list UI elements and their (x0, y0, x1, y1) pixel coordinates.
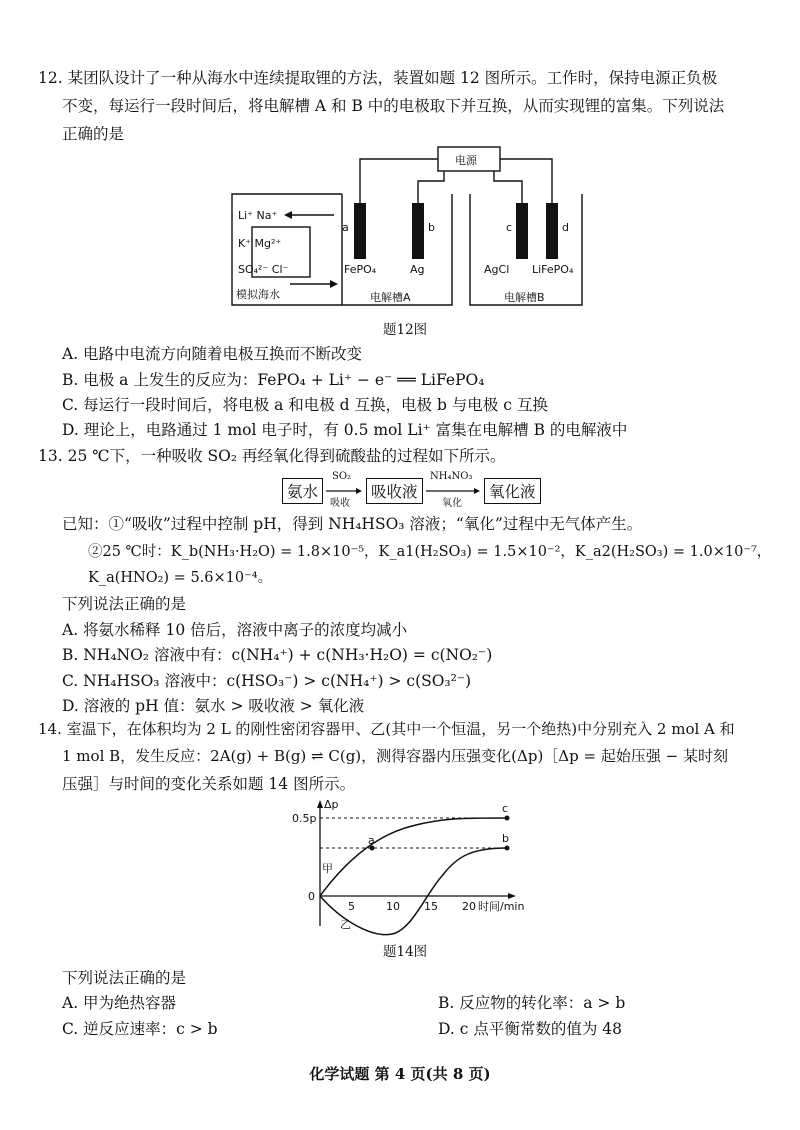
q13-ask: 下列说法正确的是 (62, 595, 187, 613)
material-d: LiFePO₄ (532, 263, 574, 276)
x-tick-10: 10 (386, 900, 400, 913)
q13-known3: K_a(HNO₂) = 5.6×10⁻⁴。 (88, 570, 273, 586)
q14-option-c: C. 逆反应速率：c > b (62, 1020, 218, 1038)
material-b: Ag (410, 263, 425, 276)
q13-option-a: A. 将氨水稀释 10 倍后，溶液中离子的浓度均减小 (62, 621, 408, 639)
origin-label: 0 (308, 890, 315, 903)
electrode-a-label: a (342, 221, 349, 234)
flow-box-oxidized: 氧化液 (484, 478, 541, 504)
q13-option-d: D. 溶液的 pH 值：氨水 > 吸收液 > 氧化液 (62, 697, 365, 715)
q13-option-b: B. NH₄NO₂ 溶液中有：c(NH₄⁺) + c(NH₃·H₂O) = c(NO₂⁻) (62, 646, 493, 664)
q12-option-b: B. 电极 a 上发生的反应为：FePO₄ + Li⁺ − e⁻ ══ LiFePO₄ (62, 371, 485, 389)
flow-box-ammonia: 氨水 (282, 478, 323, 504)
figure12-caption: 题12图 (383, 322, 428, 338)
cell-b-label: 电解槽B (504, 291, 545, 304)
q14-option-d: D. c 点平衡常数的值为 48 (438, 1020, 622, 1038)
x-axis-label: 时间/min (478, 900, 525, 913)
electrolysis-diagram (230, 145, 600, 310)
q12-option-c: C. 每运行一段时间后，将电极 a 和电极 d 互换，电极 b 与电极 c 互换 (62, 396, 548, 414)
ions-row2: K⁺ Mg²⁺ (238, 237, 282, 250)
point-c (505, 816, 510, 821)
curve-yi-label: 乙 (340, 918, 351, 931)
point-b-label: b (502, 832, 509, 845)
electrode-a (354, 203, 366, 259)
q14-stem-line3: 压强］与时间的变化关系如题 14 图所示。 (62, 775, 356, 793)
x-tick-5: 5 (348, 900, 355, 913)
q12-stem-line2: 不变，每运行一段时间后，将电解槽 A 和 B 中的电极取下并互换，从而实现锂的富集。下列说法 (62, 97, 725, 115)
material-c: AgCl (484, 263, 510, 276)
q13-option-c: C. NH₄HSO₃ 溶液中：c(HSO₃⁻) > c(NH₄⁺) > c(SO₃²⁻) (62, 672, 472, 690)
ions-row3: SO₄²⁻ Cl⁻ (238, 263, 289, 276)
q14-stem-line1: 14. 室温下，在体积均为 2 L 的刚性密闭容器甲、乙(其中一个恒温，另一个绝热)中分别充入 2 mol A 和 (38, 720, 735, 738)
pressure-graph (282, 796, 542, 936)
figure14-caption: 题14图 (383, 944, 428, 960)
q13-flow (282, 471, 602, 509)
y-tick-05p: 0.5p (292, 812, 317, 825)
point-a-label: a (368, 834, 375, 847)
flow-arrow2-bottom: 氧化 (442, 498, 462, 509)
electrode-d-label: d (562, 221, 569, 234)
q12-option-a: A. 电路中电流方向随着电极互换而不断改变 (62, 345, 363, 363)
electrode-c (516, 203, 528, 259)
point-b (505, 846, 510, 851)
seawater-label: 模拟海水 (236, 288, 280, 301)
cell-a-label: 电解槽A (370, 291, 411, 304)
q14-ask: 下列说法正确的是 (62, 969, 187, 987)
q12-stem-line3: 正确的是 (62, 125, 125, 143)
x-tick-15: 15 (424, 900, 438, 913)
q12-option-d: D. 理论上，电路通过 1 mol 电子时，有 0.5 mol Li⁺ 富集在电解槽 B 的电解液中 (62, 421, 628, 439)
flow-box-absorb: 吸收液 (366, 478, 423, 504)
electrode-b (412, 203, 424, 259)
electrode-b-label: b (428, 221, 435, 234)
y-axis-label: Δp (324, 798, 339, 811)
q13-known1: 已知：①“吸收”过程中控制 pH，得到 NH₄HSO₃ 溶液；“氧化”过程中无气体产生。 (62, 515, 643, 533)
electrode-d (546, 203, 558, 259)
x-tick-20: 20 (462, 900, 476, 913)
q13-stem: 13. 25 ℃下，一种吸收 SO₂ 再经氧化得到硫酸盐的过程如下所示。 (38, 447, 506, 465)
point-c-label: c (502, 802, 509, 815)
flow-arrow1-top: SO₂ (332, 471, 352, 482)
q13-known2: ②25 ℃时：K_b(NH₃·H₂O) = 1.8×10⁻⁵，K_a1(H₂SO₃) = 1.5×10⁻²，K_a2(H₂SO₃) = 1.0×10⁻⁷， (88, 544, 772, 560)
material-a: FePO₄ (344, 263, 377, 276)
wire-b (418, 171, 444, 203)
curve-jia-label: 甲 (322, 862, 333, 875)
page-footer: 化学试题 第 4 页(共 8 页) (309, 1065, 491, 1083)
ions-row1: Li⁺ Na⁺ (238, 209, 278, 222)
power-source-label: 电源 (455, 154, 477, 167)
curve-jia (320, 818, 507, 896)
electrode-c-label: c (506, 221, 513, 234)
flow-arrow2-top: NH₄NO₃ (430, 471, 473, 482)
wire-c (494, 171, 522, 203)
flow-arrow1-bottom: 吸收 (330, 498, 350, 509)
q14-option-b: B. 反应物的转化率：a > b (438, 994, 626, 1012)
q14-stem-line2: 1 mol B，发生反应：2A(g) + B(g) ⇌ C(g)，测得容器内压强变化(Δp)［Δp = 起始压强 − 某时刻 (62, 747, 728, 765)
q12-stem-line1: 12. 某团队设计了一种从海水中连续提取锂的方法，装置如题 12 图所示。工作时，保持电源正负极 (38, 69, 718, 87)
q14-option-a: A. 甲为绝热容器 (62, 994, 177, 1012)
